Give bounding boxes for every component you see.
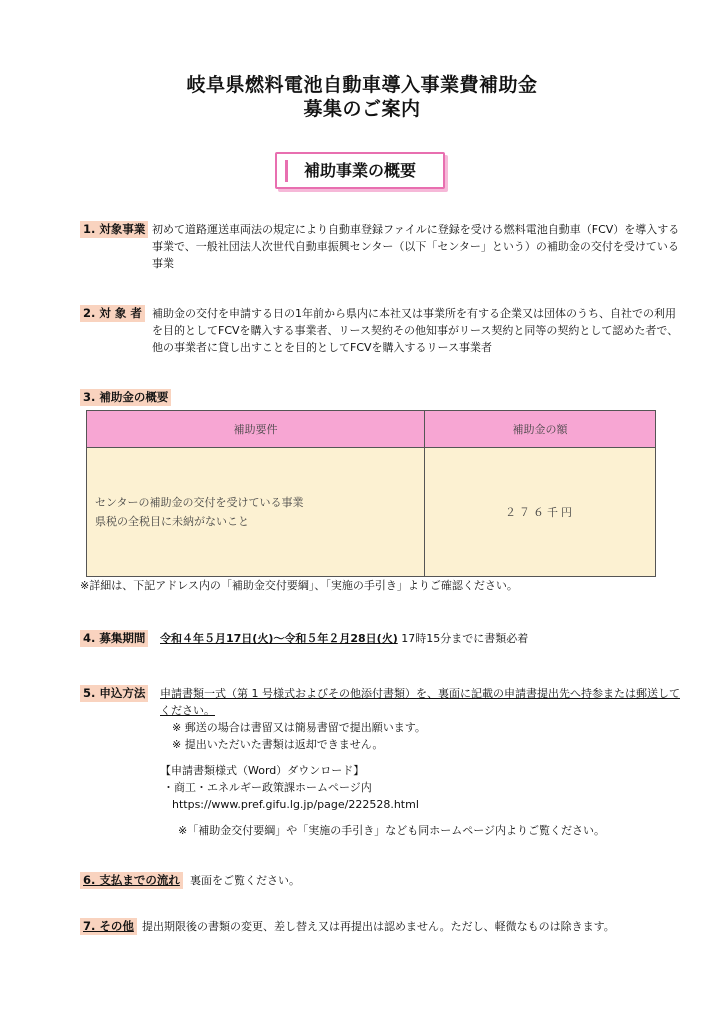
section-3-label: 3. 補助金の概要 xyxy=(80,389,171,406)
section-6-label: 6. 支払までの流れ xyxy=(80,872,183,889)
section-3-note: ※詳細は、下記アドレス内の「補助金交付要綱」、「実施の手引き」よりご確認ください。 xyxy=(80,579,518,592)
section-5-note-1: ※ 郵送の場合は書留又は簡易書留で提出願います。 xyxy=(172,721,426,734)
section-6-text: 裏面をご覧ください。 xyxy=(190,874,300,887)
page-subtitle: 募集のご案内 xyxy=(303,98,421,120)
table-header-requirement: 補助要件 xyxy=(87,411,425,448)
section-1-label: 1. 対象事業 xyxy=(80,221,148,238)
download-url-link[interactable]: https://www.pref.gifu.lg.jp/page/222528.html xyxy=(172,798,419,811)
requirement-line-1: センターの補助金の交付を受けている事業 xyxy=(95,496,304,509)
section-5-note-2: ※ 提出いただいた書類は返却できません。 xyxy=(172,738,384,751)
table-header-amount: 補助金の額 xyxy=(425,411,656,448)
section-5-label: 5. 申込方法 xyxy=(80,685,148,702)
heading-accent-bar xyxy=(285,160,288,182)
section-2-text: 補助金の交付を申請する日の1年前から県内に本社又は事業所を有する企業又は団体のうち、自社での利用を目的としてFCVを購入する事業者、リース契約その他知事がリース契約と同等の契約として認めた者で、他の事業者に貸し出すことを目的としてFCVを購入するリース事業者 xyxy=(152,307,679,354)
section-2-label: 2. 対 象 者 xyxy=(80,305,145,322)
table-cell-requirement xyxy=(87,448,425,577)
section-5-text: 申請書類一式（第 1 号様式およびその他添付書類）を、裏面に記載の申請書提出先へ持参または郵送してください。 xyxy=(160,687,680,717)
section-1-text: 初めて道路運送車両法の規定により自動車登録ファイルに登録を受ける燃料電池自動車（FCV）を導入する事業で、一般社団法人次世代自動車振興センター（以下「センター」という）の補助金の交付を受けている事業 xyxy=(152,223,680,270)
application-deadline: 17時15分までに書類必着 xyxy=(397,632,529,645)
download-note: ※「補助金交付要綱」や「実施の手引き」なども同ホームページ内よりご覧ください。 xyxy=(178,824,605,837)
download-site: ・商工・エネルギー政策課ホームページ内 xyxy=(163,781,372,794)
requirement-line-2: 県税の全税目に未納がないこと xyxy=(95,515,249,528)
table-cell-amount: ２７６千円 xyxy=(425,448,656,577)
subsidy-table xyxy=(86,410,656,577)
page-title: 岐阜県燃料電池自動車導入事業費補助金 xyxy=(186,74,538,96)
section-7-label: 7. その他 xyxy=(80,918,137,935)
application-period: 令和４年５月17日(火)～令和５年２月28日(火) xyxy=(160,632,398,645)
section-4-text xyxy=(160,630,528,647)
overview-heading: 補助事業の概要 xyxy=(303,161,416,180)
section-7-text: 提出期限後の書類の変更、差し替え又は再提出は認めません。ただし、軽微なものは除きます。 xyxy=(142,920,615,933)
section-4-label: 4. 募集期間 xyxy=(80,630,148,647)
overview-heading-box xyxy=(275,152,445,189)
download-heading: 【申請書類様式（Word）ダウンロード】 xyxy=(160,764,365,777)
